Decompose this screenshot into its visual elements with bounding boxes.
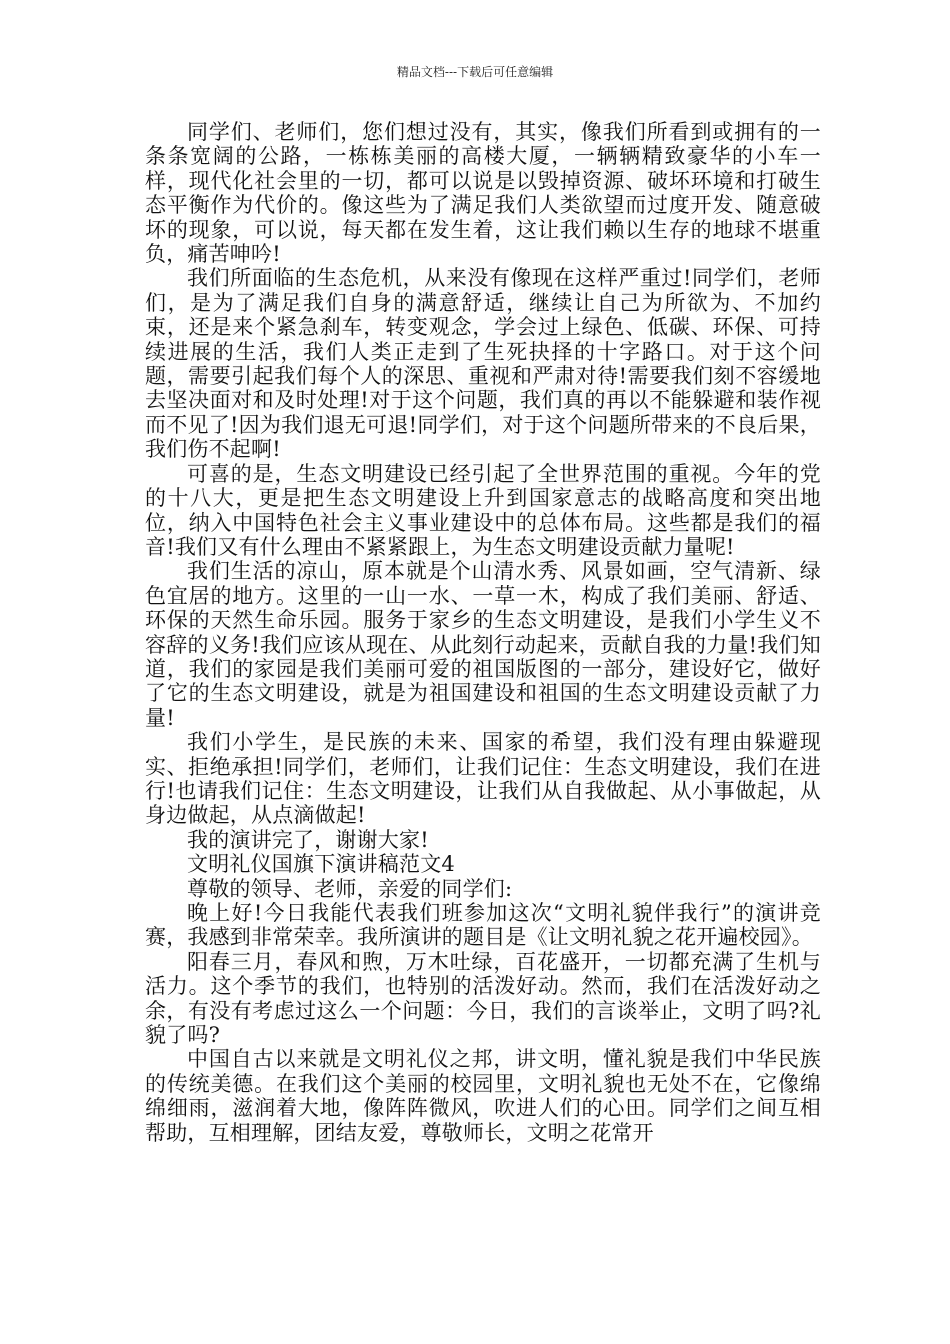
document-body	[145, 120, 821, 1145]
paragraph: 我们生活的凉山，原本就是个山清水秀、风景如画，空气清新、绿色宜居的地方。这里的一山一水、一草一木，构成了我们美丽、舒适、环保的天然生命乐园。服务于家乡的生态文明建设，是我们小学生义不容辞的义务!我们应该从现在、从此刻行动起来，贡献自我的力量!我们知道，我们的家园是我们美丽可爱的祖国版图的一部分，建设好它，做好了它的生态文明建设，就是为祖国建设和祖国的生态文明建设贡献了力量!	[145, 559, 821, 730]
paragraph: 可喜的是，生态文明建设已经引起了全世界范围的重视。今年的党的十八大，更是把生态文明建设上升到国家意志的战略高度和突出地位，纳入中国特色社会主义事业建设中的总体布局。这些都是我们的福音!我们又有什么理由不紧紧跟上，为生态文明建设贡献力量呢!	[145, 461, 821, 559]
paragraph: 同学们、老师们，您们想过没有，其实，像我们所看到或拥有的一条条宽阔的公路，一栋栋美丽的高楼大厦，一辆辆精致豪华的小车一样，现代化社会里的一切，都可以说是以毁掉资源、破坏环境和打破生态平衡作为代价的。像这些为了满足我们人类欲望而过度开发、随意破坏的现象，可以说，每天都在发生着，这让我们赖以生存的地球不堪重负，痛苦呻吟!	[145, 120, 821, 267]
page-header: 精品文档---下载后可任意编辑	[396, 65, 554, 79]
paragraph: 我们小学生，是民族的未来、国家的希望，我们没有理由躲避现实、拒绝承担!同学们，老师们，让我们记住：生态文明建设，我们在进行!也请我们记住：生态文明建设，让我们从自我做起、从小事做起，从身边做起，从点滴做起!	[145, 730, 821, 828]
paragraph: 晚上好!今日我能代表我们班参加这次“文明礼貌伴我行”的演讲竞赛，我感到非常荣幸。我所演讲的题目是《让文明礼貌之花开遍校园》。	[145, 901, 821, 950]
paragraph: 阳春三月，春风和煦，万木吐绿，百花盛开，一切都充满了生机与活力。这个季节的我们，也特别的活泼好动。然而，我们在活泼好动之余，有没有考虑过这么一个问题：今日，我们的言谈举止，文明了吗?礼貌了吗?	[145, 949, 821, 1048]
paragraph: 中国自古以来就是文明礼仪之邦，讲文明，懂礼貌是我们中华民族的传统美德。在我们这个美丽的校园里，文明礼貌也无处不在，它像绵绵细雨，滋润着大地，像阵阵微风，吹进人们的心田。同学们之间互相帮助，互相理解，团结友爱，尊敬师长，文明之花常开	[145, 1047, 821, 1145]
paragraph: 我们所面临的生态危机，从来没有像现在这样严重过!同学们，老师们，是为了满足我们自身的满意舒适，继续让自己为所欲为、不加约束，还是来个紧急刹车，转变观念，学会过上绿色、低碳、环保、可持续进展的生活，我们人类正走到了生死抉择的十字路口。对于这个问题，需要引起我们每个人的深思、重视和严肃对待!需要我们刻不容缓地去坚决面对和及时处理!对于这个问题，我们真的再以不能躲避和装作视而不见了!因为我们退无可退!同学们，对于这个问题所带来的不良后果，我们伤不起啊!	[145, 266, 821, 462]
section-title: 文明礼仪国旗下演讲稿范文4	[187, 852, 455, 877]
salutation: 尊敬的领导、老师，亲爱的同学们:	[187, 876, 513, 901]
closing-line: 我的演讲完了，谢谢大家!	[187, 827, 429, 852]
